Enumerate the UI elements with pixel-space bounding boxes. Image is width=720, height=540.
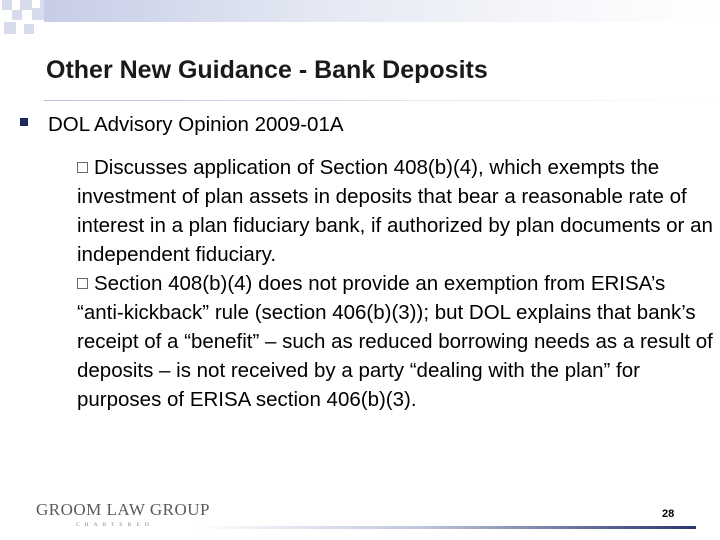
sub-bullet-1 [77,153,717,269]
footer-divider [196,526,696,529]
hollow-square-bullet-icon [77,278,88,289]
logo-subtext: CHARTERED [76,522,154,528]
logo-text: GROOM LAW GROUP [36,500,210,519]
slide-title: Other New Guidance - Bank Deposits [46,56,488,84]
level1-bullet-text: DOL Advisory Opinion 2009-01A [48,113,344,136]
page-number: 28 [662,508,675,520]
groom-law-group-logo [36,500,210,534]
filled-square-bullet-icon [20,118,28,126]
sub-bullet-2-text: Section 408(b)(4) does not provide an exemption from ERISA’s “anti-kickback” rule (section 406(b)(3)); but DOL explains that bank’s receipt of a “benefit” – such as reduced borrowing needs as a result of deposits – is not received by a party “dealing with the plan” for purposes of ERISA section 406(b)(3). [77,272,713,411]
sub-bullet-1-text: Discusses application of Section 408(b)(4), which exempts the investment of plan assets in deposits that bear a reasonable rate of interest in a plan fiduciary bank, if authorized by plan documents or an independent fiduciary. [77,156,713,266]
top-gradient-band [44,0,720,22]
sub-bullet-2 [77,269,717,414]
title-divider [44,100,720,101]
hollow-square-bullet-icon [77,162,88,173]
